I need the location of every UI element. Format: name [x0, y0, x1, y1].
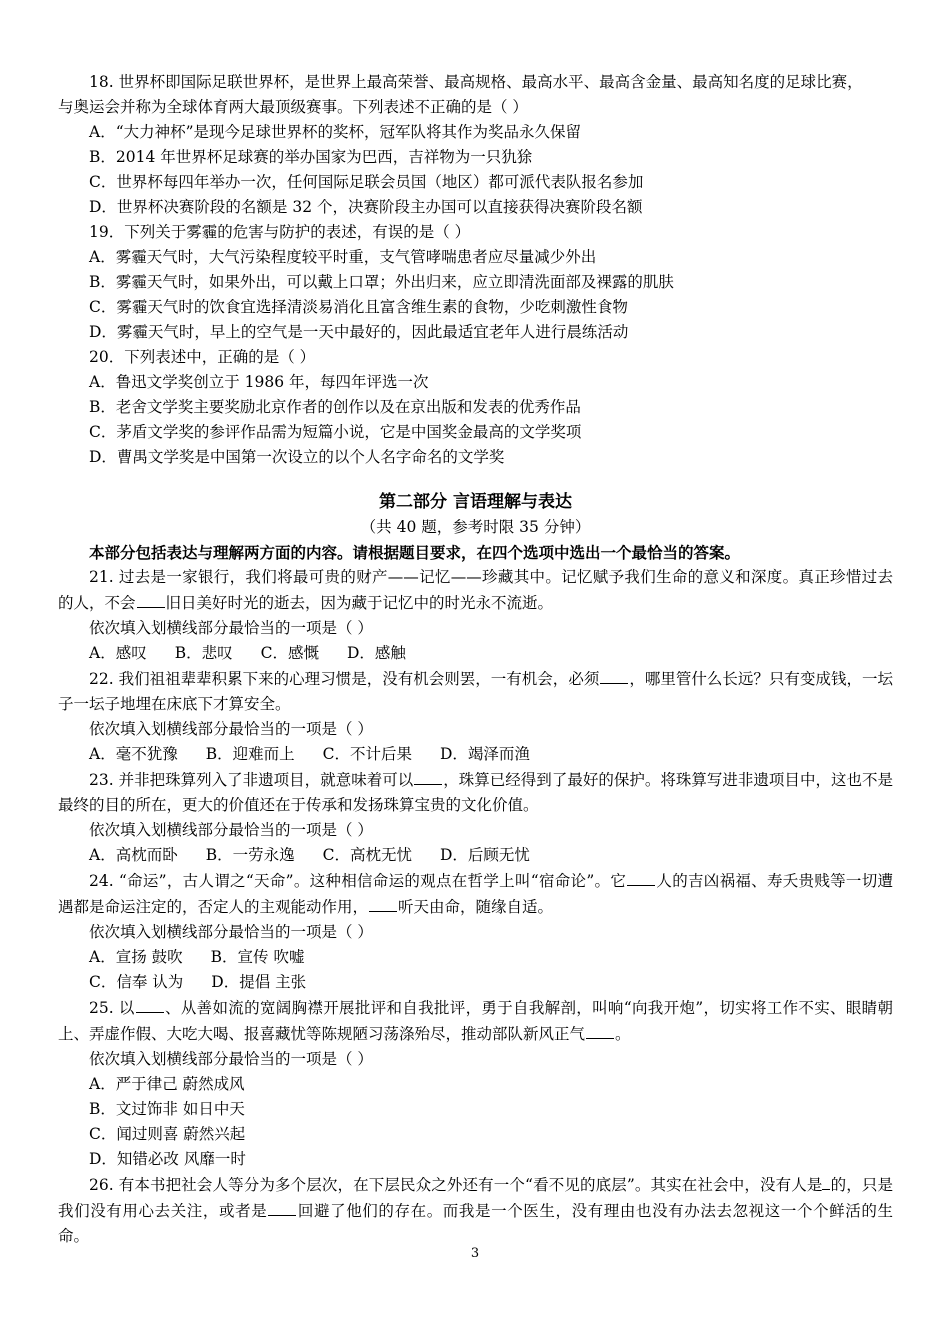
- q20-option-c: C．茅盾文学奖的参评作品需为短篇小说，它是中国奖金最高的文学奖项: [89, 423, 582, 441]
- q24-option-d: D．提倡 主张: [211, 973, 307, 991]
- q25-text-b: 、从善如流的宽阔胸襟开展批评和自我批评，勇于自我解剖，叫响“向我开炮”，切实将工作不实、眼睛朝上、弄虚作假、大吃大喝、报喜藏忧等陈规陋习荡涤殆尽，推动部队新风正气: [58, 999, 893, 1043]
- page-content: [58, 70, 893, 1249]
- q23-option-b: B．一劳永逸: [205, 846, 295, 864]
- q24-option-a: A．宣扬 鼓吹: [89, 948, 183, 966]
- q19-option-c: C．雾霾天气时的饮食宜选择清淡易消化且富含维生素的食物，少吃刺激性食物: [89, 298, 628, 316]
- q25-option-d: D．知错必改 风靡一时: [89, 1150, 246, 1168]
- q23-prompt: 依次填入划横线部分最恰当的一项是（ ）: [89, 821, 373, 839]
- q21-text-a: 21. 过去是一家银行，我们将最可贵的财产——记忆——珍藏其中。记忆赋予我们生命的意义和深度。真正珍惜过去的人，不会: [58, 568, 893, 612]
- q21-prompt: 依次填入划横线部分最恰当的一项是（ ）: [89, 619, 373, 637]
- q25-text-c: 。: [615, 1025, 631, 1043]
- q24-options-row1: [58, 945, 893, 970]
- q25-option-c: C．闻过则喜 蔚然兴起: [89, 1125, 246, 1143]
- q25-prompt: 依次填入划横线部分最恰当的一项是（ ）: [89, 1050, 373, 1068]
- q25-option-a: A．严于律己 蔚然成风: [89, 1075, 245, 1093]
- q20-option-a: A．鲁迅文学奖创立于 1986 年，每四年评选一次: [89, 373, 429, 391]
- q21-stem: [58, 565, 893, 616]
- q19-option-a: A．雾霾天气时，大气污染程度较平时重，支气管哮喘患者应尽量减少外出: [89, 248, 597, 266]
- q26-text-b: 的，只是我们没有用心去关注，或者是: [58, 1176, 893, 1220]
- q24-blank-1: [627, 868, 655, 886]
- q26-text-c: 回避了他们的存在。而我是一个医生，没有理由也没有办法去忽视这一个个鲜活的生命。: [58, 1202, 893, 1245]
- q19-option-d: D．雾霾天气时，早上的空气是一天中最好的，因此最适宜老年人进行晨练活动: [89, 323, 629, 341]
- q18-stem-line2: 与奥运会并称为全球体育两大最顶级赛事。下列表述不正确的是（ ）: [58, 98, 528, 116]
- q22-options: [58, 742, 893, 767]
- q24-blank-2: [369, 894, 397, 912]
- q20-option-d: D．曹禺文学奖是中国第一次设立的以个人名字命名的文学奖: [89, 448, 505, 466]
- q18-option-d: D．世界杯决赛阶段的名额是 32 个，决赛阶段主办国可以直接获得决赛阶段名额: [89, 198, 643, 216]
- q21-option-c: C．感慨: [260, 644, 319, 662]
- q22-prompt: 依次填入划横线部分最恰当的一项是（ ）: [89, 720, 373, 738]
- q18-stem-line1: 18. 世界杯即国际足联世界杯，是世界上最高荣誉、最高规格、最高水平、最高含金量、最高知名度的足球比赛，: [89, 73, 863, 91]
- q21-options: [58, 641, 893, 666]
- q23-option-d: D．后顾无忧: [439, 846, 530, 864]
- q22-option-c: C．不计后果: [322, 745, 412, 763]
- q26-stem: [58, 1172, 893, 1249]
- q24-option-b: B．宣传 吹嘘: [210, 948, 305, 966]
- q25-option-b: B．文过饰非 如日中天: [89, 1100, 245, 1118]
- q18-option-a: A．“大力神杯”是现今足球世界杯的奖杯，冠军队将其作为奖品永久保留: [89, 123, 582, 141]
- q23-text-b: ，珠算已经得到了最好的保护。将珠算写进非遗项目中，这也不是最终的目的所在，更大的价值还在于传承和发扬珠算宝贵的文化价值。: [58, 771, 893, 814]
- page-number: 3: [470, 1246, 480, 1261]
- q20-option-b: B．老舍文学奖主要奖励北京作者的创作以及在京出版和发表的优秀作品: [89, 398, 581, 416]
- q22-text-a: 22. 我们祖祖辈辈积累下来的心理习惯是，没有机会则罢，一有机会，必须: [89, 670, 600, 688]
- q24-text-a: 24. “命运”，古人谓之“天命”。这种相信命运的观点在哲学上叫“宿命论”。它: [89, 872, 627, 890]
- q21-option-b: B．悲叹: [174, 644, 233, 662]
- q25-text-a: 25. 以: [89, 999, 135, 1017]
- q19-option-b: B．雾霾天气时，如果外出，可以戴上口罩；外出归来，应立即清洗面部及裸露的肌肤: [89, 273, 674, 291]
- q24-options-row2: [58, 970, 893, 995]
- q26-text-a: 26. 有本书把社会人等分为多个层次，在下层民众之外还有一个“看不见的底层”。其实在社会中，没有人是: [89, 1176, 823, 1194]
- section-subtitle: （共 40 题，参考时限 35 分钟）: [360, 518, 591, 536]
- q21-option-d: D．感触: [346, 644, 406, 662]
- q22-option-d: D．竭泽而渔: [439, 745, 530, 763]
- q25-blank-2: [586, 1021, 614, 1039]
- q22-option-a: A．毫不犹豫: [89, 745, 178, 763]
- q23-option-a: A．高枕而卧: [89, 846, 178, 864]
- q24-stem: [58, 868, 893, 920]
- q22-option-b: B．迎难而上: [205, 745, 295, 763]
- section-instruction: 本部分包括表达与理解两方面的内容。请根据题目要求，在四个选项中选出一个最恰当的答案。: [89, 543, 741, 562]
- q24-text-b: 人的吉凶祸福、寿夭贵贱等一切遭遇都是命运注定的，否定人的主观能动作用，: [58, 872, 893, 916]
- q23-blank: [414, 767, 442, 785]
- q19-stem: 19．下列关于雾霾的危害与防护的表述，有误的是（ ）: [89, 223, 471, 241]
- q21-blank: [137, 590, 165, 608]
- q24-option-c: C．信奉 认为: [89, 973, 184, 991]
- q21-option-a: A．感叹: [89, 644, 147, 662]
- q22-stem: [58, 666, 893, 717]
- section-title: 第二部分 言语理解与表达: [379, 492, 572, 512]
- q18-option-b: B．2014 年世界杯足球赛的举办国家为巴西，吉祥物为一只犰狳: [89, 148, 533, 166]
- q21-text-b: 旧日美好时光的逝去，因为藏于记忆中的时光永不流逝。: [165, 594, 554, 612]
- q23-option-c: C．高枕无忧: [322, 846, 412, 864]
- q26-blank-2: [268, 1198, 296, 1216]
- q20-stem: 20．下列表述中，正确的是（ ）: [89, 348, 316, 366]
- q25-stem: [58, 995, 893, 1047]
- q22-blank: [600, 666, 628, 684]
- q23-options: [58, 843, 893, 868]
- q23-text-a: 23. 并非把珠算列入了非遗项目，就意味着可以: [89, 771, 414, 789]
- q24-text-c: 听天由命，随缘自适。: [398, 898, 554, 916]
- q22-text-b: ，哪里管什么长远？只有变成钱，一坛子一坛子地埋在床底下才算安全。: [58, 670, 893, 713]
- q18-option-c: C．世界杯每四年举办一次，任何国际足联会员国（地区）都可派代表队报名参加: [89, 173, 644, 191]
- q23-stem: [58, 767, 893, 818]
- q24-prompt: 依次填入划横线部分最恰当的一项是（ ）: [89, 923, 373, 941]
- q25-blank-1: [136, 995, 164, 1013]
